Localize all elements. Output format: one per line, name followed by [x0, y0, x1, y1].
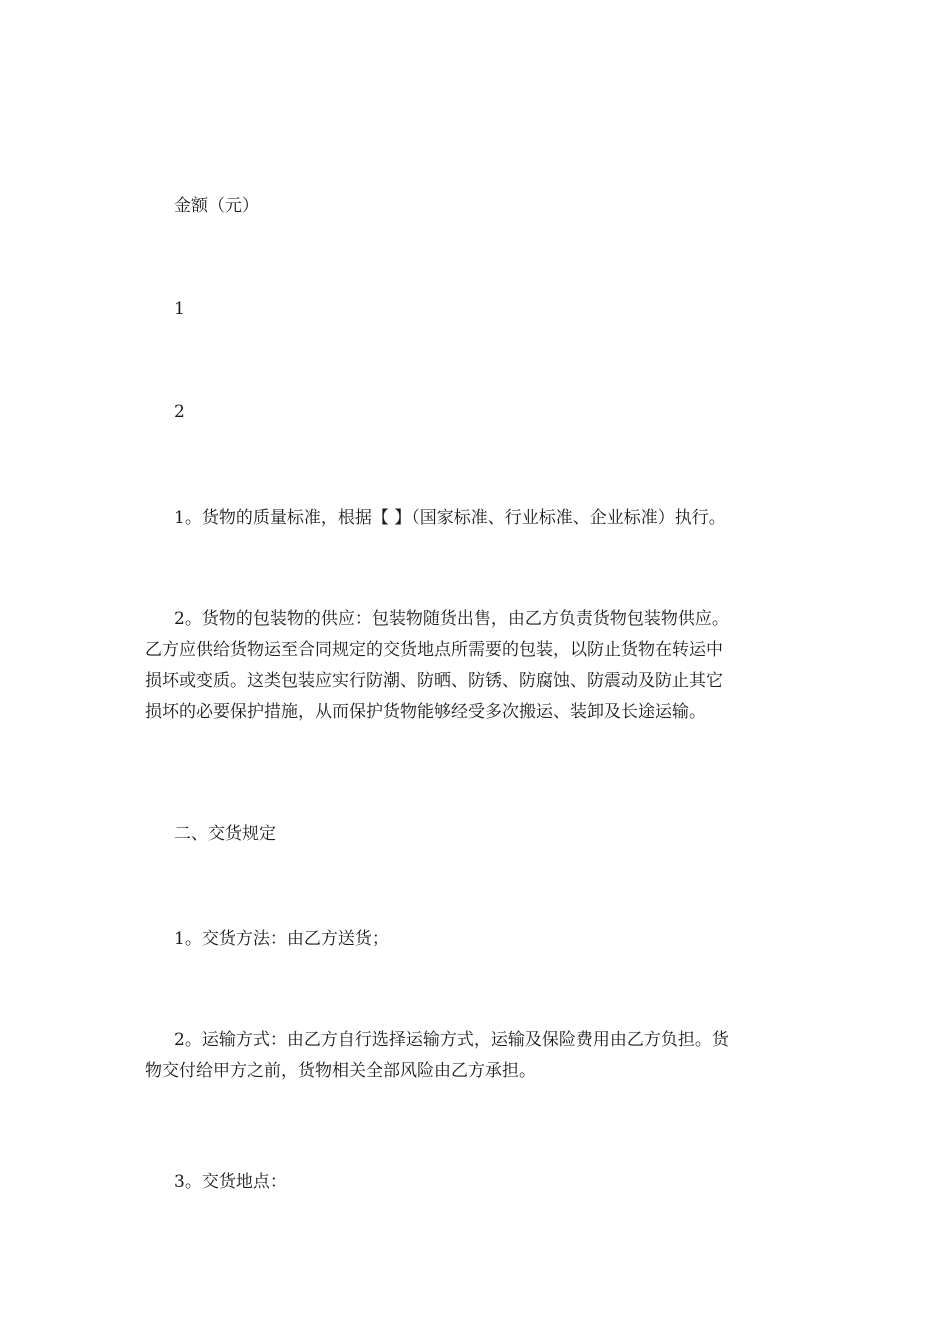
- table-row-number-1: 1: [174, 299, 185, 319]
- packaging-line-2: 乙方应供给货物运至合同规定的交货地点所需要的包装，以防止货物在转运中: [145, 640, 723, 660]
- transport-paragraph: [145, 1025, 805, 1087]
- transport-line-1: 2。运输方式：由乙方自行选择运输方式，运输及保险费用由乙方负担。货: [174, 1030, 729, 1050]
- delivery-section-heading: 二、交货规定: [174, 824, 276, 844]
- transport-line-2: 物交付给甲方之前，货物相关全部风险由乙方承担。: [145, 1061, 536, 1081]
- packaging-line-3: 损坏或变质。这类包装应实行防潮、防晒、防锈、防腐蚀、防震动及防止其它: [145, 671, 723, 691]
- delivery-location-paragraph: 3。交货地点：: [174, 1172, 287, 1192]
- amount-header: 金额（元）: [174, 196, 259, 216]
- table-row-number-2: 2: [174, 402, 185, 422]
- packaging-line-4: 损坏的必要保护措施，从而保护货物能够经受多次搬运、装卸及长途运输。: [145, 702, 706, 722]
- packaging-line-1: 2。货物的包装物的供应：包装物随货出售，由乙方负责货物包装物供应。: [174, 609, 729, 629]
- quality-standard-paragraph: 1。货物的质量标准，根据【 】（国家标准、行业标准、企业标准）执行。: [174, 508, 726, 528]
- packaging-paragraph: [145, 604, 805, 728]
- delivery-method-paragraph: 1。交货方法：由乙方送货；: [174, 929, 389, 949]
